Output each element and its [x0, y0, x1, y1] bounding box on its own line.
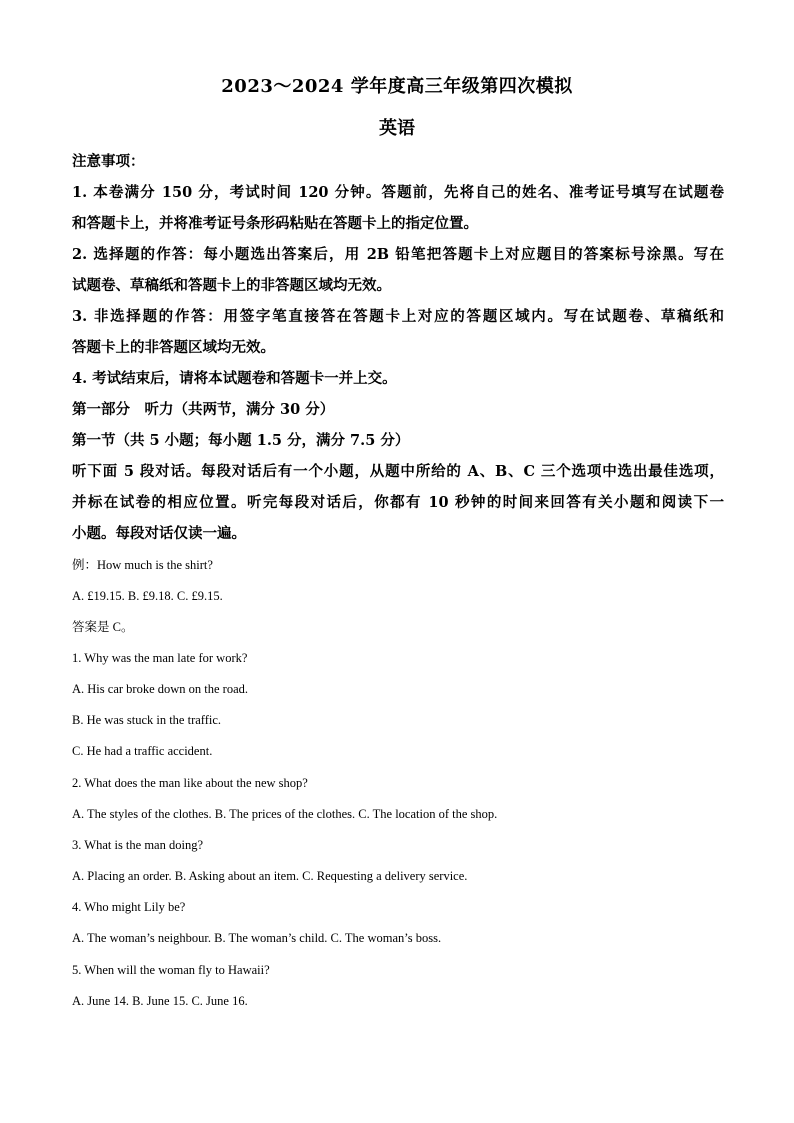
question-text: 2. What does the man like about the new shop? [72, 776, 308, 790]
question-text: 1. Why was the man late for work? [72, 651, 248, 665]
instruction-line: 听下面 5 段对话。每段对话后有一个小题，从题中所给的 A、B、C 三个选项中选出最佳选项， [72, 463, 724, 480]
notice-line: 1. 本卷满分 150 分，考试时间 120 分钟。答题前，先将自己的姓名、准考证号填写在试题卷 [72, 184, 724, 201]
notice-line: 和答题卡上，并将准考证号条形码粘贴在答题卡上的指定位置。 [72, 215, 478, 232]
notice-line: 3. 非选择题的作答：用签字笔直接答在答题卡上对应的答题区域内。写在试题卷、草稿纸和 [72, 308, 724, 325]
option-text: A. His car broke down on the road. [72, 682, 248, 696]
example-options: A. £19.15. B. £9.18. C. £9.15. [72, 589, 223, 603]
option-text: C. He had a traffic accident. [72, 744, 213, 758]
instruction-line: 小题。每段对话仅读一遍。 [72, 525, 246, 542]
question-text: 5. When will the woman fly to Hawaii? [72, 963, 270, 977]
subsection-heading: 第一节（共 5 小题；每小题 1.5 分，满分 7.5 分） [72, 432, 410, 449]
option-text: B. He was stuck in the traffic. [72, 713, 222, 727]
part-heading: 第一部分 听力（共两节，满分 30 分） [72, 401, 335, 418]
notice-line: 4. 考试结束后，请将本试题卷和答题卡一并上交。 [72, 370, 397, 387]
instruction-line: 并标在试卷的相应位置。听完每段对话后，你都有 10 秒钟的时间来回答有关小题和阅读下一 [72, 494, 724, 511]
example-answer: 答案是 C。 [72, 620, 134, 634]
option-text: A. June 14. B. June 15. C. June 16. [72, 994, 248, 1008]
option-text: A. The styles of the clothes. B. The prices of the clothes. C. The location of the shop. [72, 807, 498, 821]
notice-line: 试题卷、草稿纸和答题卡上的非答题区域均无效。 [72, 277, 391, 294]
option-text: A. The woman’s neighbour. B. The woman’s child. C. The woman’s boss. [72, 931, 442, 945]
exam-title: 2023～2024 学年度高三年级第四次模拟 [221, 76, 573, 97]
subject-title: 英语 [379, 118, 415, 139]
notice-line: 答题卡上的非答题区域均无效。 [72, 339, 275, 356]
notice-heading: 注意事项： [72, 153, 145, 170]
notice-line: 2. 选择题的作答：每小题选出答案后，用 2B 铅笔把答题卡上对应题目的答案标号涂黑。写在 [72, 246, 724, 263]
question-text: 4. Who might Lily be? [72, 900, 186, 914]
option-text: A. Placing an order. B. Asking about an item. C. Requesting a delivery service. [72, 869, 468, 883]
question-text: 3. What is the man doing? [72, 838, 203, 852]
example-question: 例：How much is the shirt? [72, 558, 213, 572]
